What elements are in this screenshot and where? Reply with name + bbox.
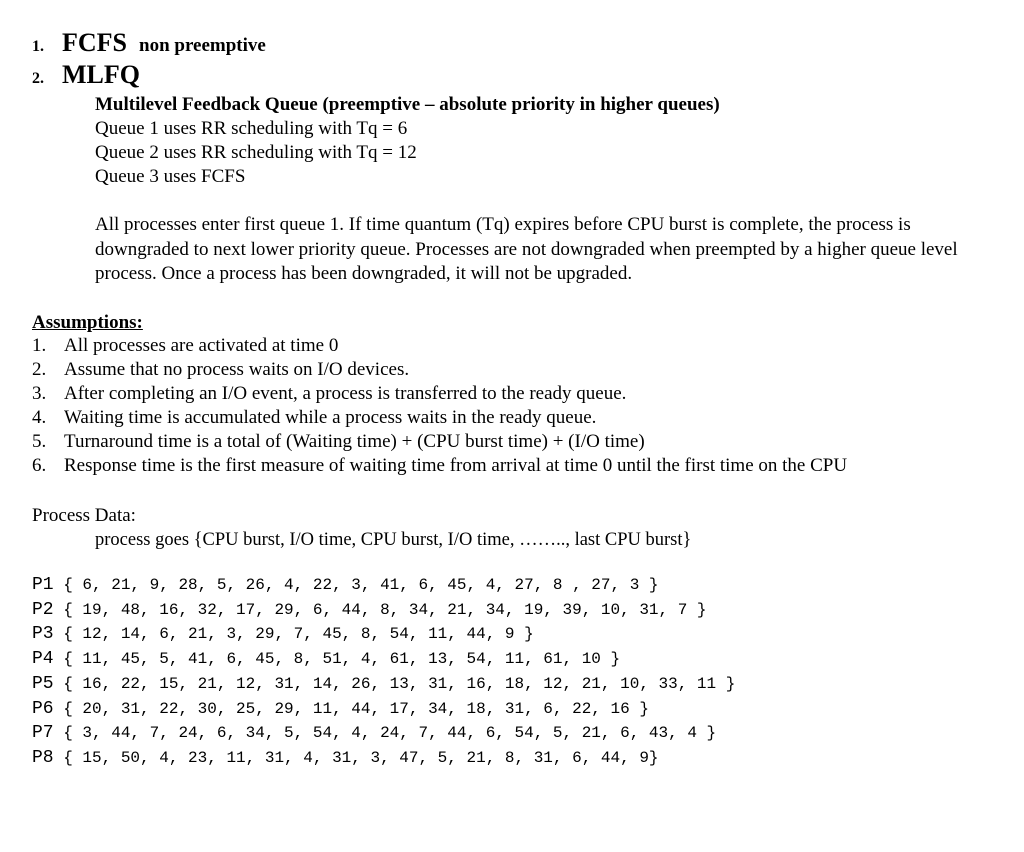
- process-row: P7 { 3, 44, 7, 24, 6, 34, 5, 54, 4, 24, 7, 44, 6, 54, 5, 21, 6, 43, 4 }: [32, 723, 717, 744]
- list-item: 2. Assume that no process waits on I/O devices.: [32, 359, 410, 380]
- heading-suffix: non preemptive: [139, 35, 266, 56]
- assumptions-title: Assumptions:: [32, 312, 143, 333]
- heading-fcfs: [32, 28, 266, 58]
- process-row: P8 { 15, 50, 4, 23, 11, 31, 4, 31, 3, 47, 5, 21, 8, 31, 6, 44, 9}: [32, 747, 659, 768]
- heading-title: MLFQ: [62, 60, 140, 89]
- process-row: P6 { 20, 31, 22, 30, 25, 29, 11, 44, 17, 34, 18, 31, 6, 22, 16 }: [32, 698, 649, 719]
- mlfq-paragraph: All processes enter first queue 1. If time quantum (Tq) expires before CPU burst is complete, the process is downgraded to next lower priority queue. Processes are not downgraded when preempted by a higher queue level process. Once a process has been downgraded, it will not be upgraded.: [95, 214, 958, 284]
- mlfq-line: Queue 1 uses RR scheduling with Tq = 6: [95, 118, 408, 139]
- process-row: P5 { 16, 22, 15, 21, 12, 31, 14, 26, 13, 31, 16, 18, 12, 21, 10, 33, 11 }: [32, 673, 736, 694]
- process-row: P3 { 12, 14, 6, 21, 3, 29, 7, 45, 8, 54, 11, 44, 9 }: [32, 624, 534, 645]
- process-data-title: Process Data:: [32, 505, 136, 526]
- heading-number: 2.: [32, 70, 44, 87]
- heading-number: 1.: [32, 38, 44, 55]
- mlfq-title: Multilevel Feedback Queue (preemptive – absolute priority in higher queues): [95, 94, 720, 115]
- heading-title: FCFS: [62, 28, 127, 57]
- list-item: 3. After completing an I/O event, a process is transferred to the ready queue.: [32, 383, 627, 404]
- process-list: [32, 573, 735, 771]
- mlfq-line: Queue 3 uses FCFS: [95, 166, 246, 187]
- assumptions-list: [32, 334, 847, 478]
- list-item: 5. Turnaround time is a total of (Waiting time) + (CPU burst time) + (I/O time): [32, 431, 645, 452]
- mlfq-line: Queue 2 uses RR scheduling with Tq = 12: [95, 142, 417, 163]
- list-item: 1. All processes are activated at time 0: [32, 335, 339, 356]
- process-format: process goes {CPU burst, I/O time, CPU burst, I/O time, …….., last CPU burst}: [95, 530, 692, 550]
- list-item: 4. Waiting time is accumulated while a process waits in the ready queue.: [32, 407, 597, 428]
- process-row: P4 { 11, 45, 5, 41, 6, 45, 8, 51, 4, 61, 13, 54, 11, 61, 10 }: [32, 649, 621, 670]
- list-item: 6. Response time is the first measure of waiting time from arrival at time 0 until the first time on the CPU: [32, 455, 848, 476]
- heading-mlfq: [32, 60, 140, 90]
- process-row: P1 { 6, 21, 9, 28, 5, 26, 4, 22, 3, 41, 6, 45, 4, 27, 8 , 27, 3 }: [32, 575, 659, 595]
- process-row: P2 { 19, 48, 16, 32, 17, 29, 6, 44, 8, 34, 21, 34, 19, 39, 10, 31, 7 }: [32, 599, 707, 620]
